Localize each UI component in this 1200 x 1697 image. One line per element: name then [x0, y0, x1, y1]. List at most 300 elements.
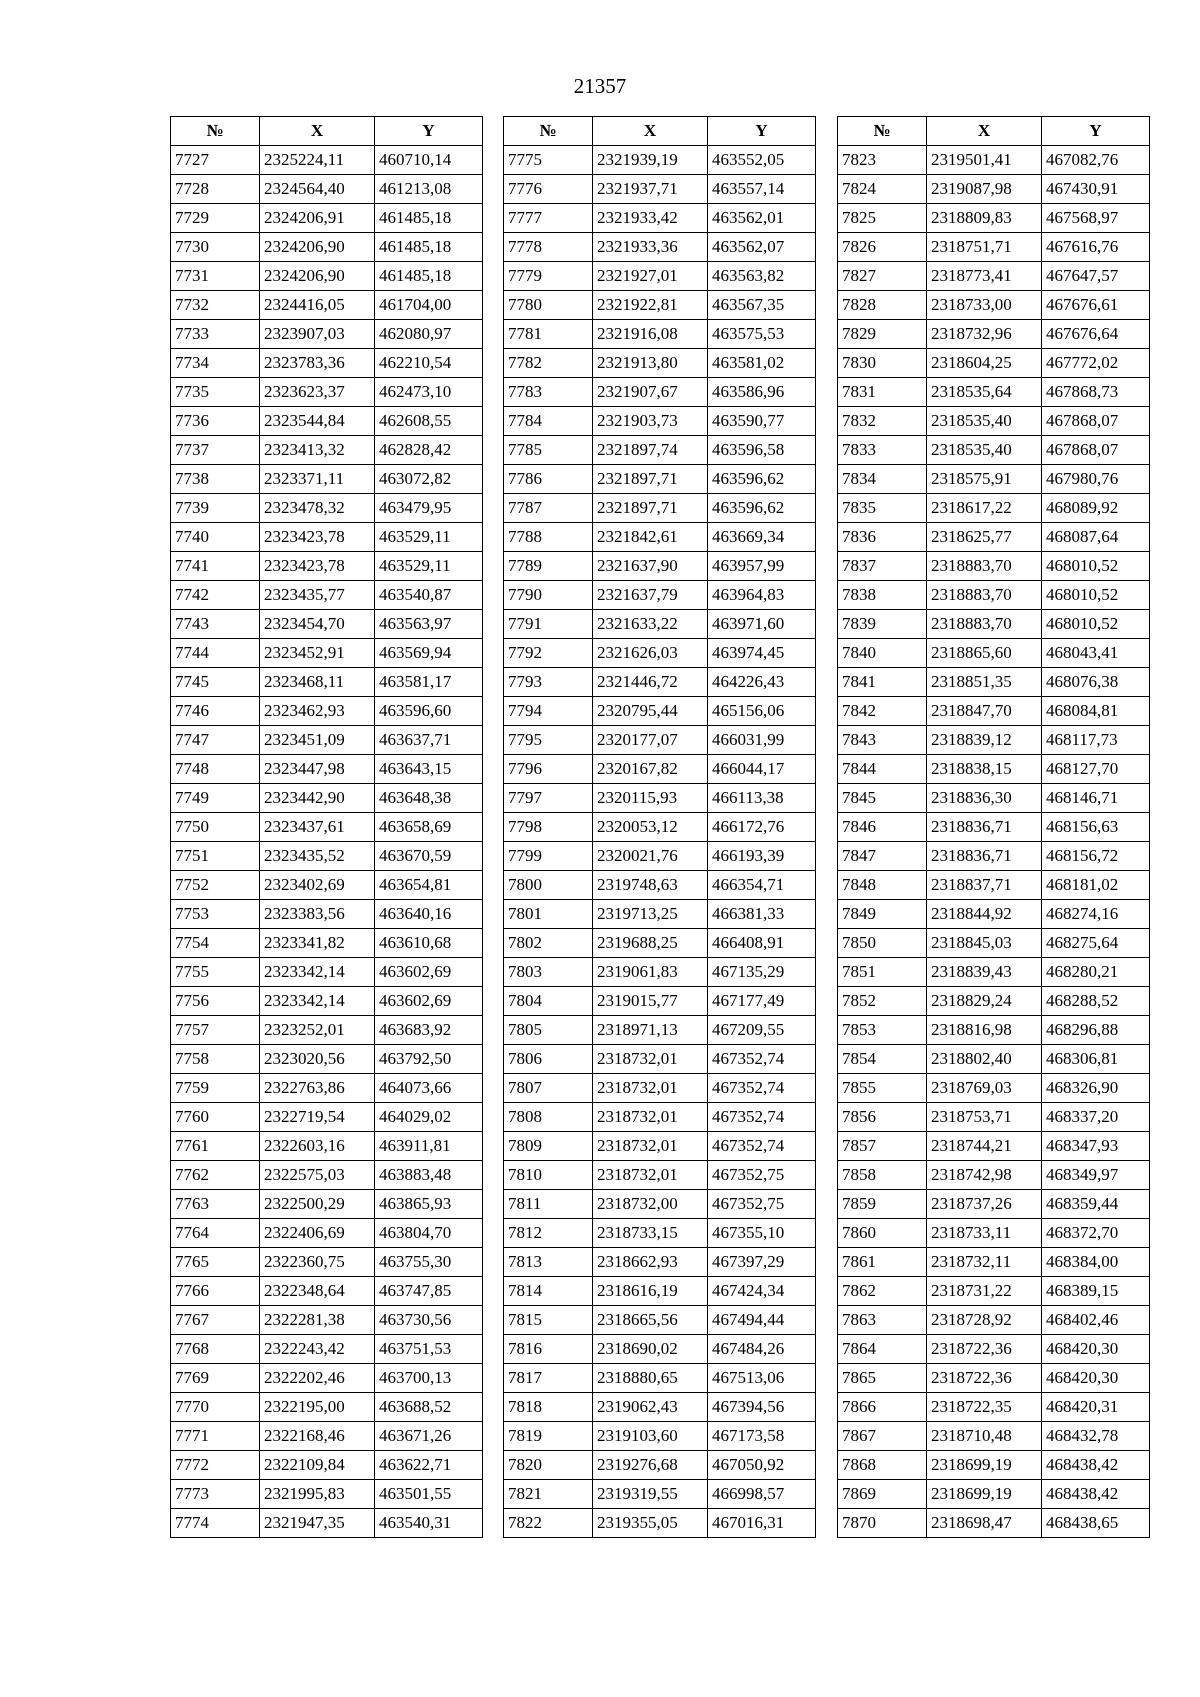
cell-x: 2323020,56: [260, 1045, 375, 1074]
cell-y: 463865,93: [375, 1190, 483, 1219]
cell-y: 463563,97: [375, 610, 483, 639]
cell-x: 2323468,11: [260, 668, 375, 697]
cell-x: 2322500,29: [260, 1190, 375, 1219]
cell-number: 7790: [504, 581, 593, 610]
cell-y: 463688,52: [375, 1393, 483, 1422]
cell-number: 7866: [838, 1393, 927, 1422]
cell-x: 2323383,56: [260, 900, 375, 929]
cell-x: 2320053,12: [593, 813, 708, 842]
cell-x: 2323623,37: [260, 378, 375, 407]
cell-number: 7749: [171, 784, 260, 813]
cell-x: 2322603,16: [260, 1132, 375, 1161]
cell-number: 7759: [171, 1074, 260, 1103]
coordinates-table-3: [837, 116, 1150, 1538]
cell-y: 467397,29: [708, 1248, 816, 1277]
cell-number: 7737: [171, 436, 260, 465]
table-row: [838, 378, 1150, 407]
cell-y: 468280,21: [1042, 958, 1150, 987]
cell-y: 468420,30: [1042, 1335, 1150, 1364]
cell-y: 463974,45: [708, 639, 816, 668]
table-row: [504, 320, 816, 349]
cell-y: 468359,44: [1042, 1190, 1150, 1219]
cell-y: 462473,10: [375, 378, 483, 407]
cell-x: 2318690,02: [593, 1335, 708, 1364]
table-row: [838, 1103, 1150, 1132]
table-row: [838, 407, 1150, 436]
table-row: [171, 1509, 483, 1538]
table-row: [838, 1277, 1150, 1306]
cell-number: 7780: [504, 291, 593, 320]
cell-number: 7800: [504, 871, 593, 900]
header-row: [838, 117, 1150, 146]
cell-y: 463602,69: [375, 987, 483, 1016]
cell-y: 468420,31: [1042, 1393, 1150, 1422]
col-header-number: №: [838, 117, 927, 146]
cell-y: 467394,56: [708, 1393, 816, 1422]
cell-number: 7765: [171, 1248, 260, 1277]
table-row: [171, 842, 483, 871]
cell-number: 7738: [171, 465, 260, 494]
cell-x: 2322406,69: [260, 1219, 375, 1248]
cell-x: 2319688,25: [593, 929, 708, 958]
table-row: [171, 1132, 483, 1161]
cell-y: 468156,63: [1042, 813, 1150, 842]
cell-y: 468389,15: [1042, 1277, 1150, 1306]
cell-x: 2319015,77: [593, 987, 708, 1016]
cell-number: 7752: [171, 871, 260, 900]
cell-y: 464226,43: [708, 668, 816, 697]
cell-number: 7813: [504, 1248, 593, 1277]
cell-y: 468181,02: [1042, 871, 1150, 900]
cell-x: 2318802,40: [927, 1045, 1042, 1074]
cell-y: 462828,42: [375, 436, 483, 465]
cell-number: 7772: [171, 1451, 260, 1480]
cell-number: 7760: [171, 1103, 260, 1132]
table-row: [838, 1364, 1150, 1393]
cell-y: 466172,76: [708, 813, 816, 842]
cell-x: 2323442,90: [260, 784, 375, 813]
cell-x: 2318728,92: [927, 1306, 1042, 1335]
cell-x: 2325224,11: [260, 146, 375, 175]
cell-x: 2318769,03: [927, 1074, 1042, 1103]
cell-y: 463648,38: [375, 784, 483, 813]
cell-x: 2320167,82: [593, 755, 708, 784]
cell-number: 7817: [504, 1364, 593, 1393]
cell-number: 7839: [838, 610, 927, 639]
cell-number: 7745: [171, 668, 260, 697]
cell-number: 7777: [504, 204, 593, 233]
table-row: [504, 1335, 816, 1364]
cell-y: 464029,02: [375, 1103, 483, 1132]
cell-number: 7732: [171, 291, 260, 320]
cell-number: 7792: [504, 639, 593, 668]
table-row: [838, 842, 1150, 871]
cell-x: 2323544,84: [260, 407, 375, 436]
cell-number: 7857: [838, 1132, 927, 1161]
cell-number: 7846: [838, 813, 927, 842]
cell-y: 468349,97: [1042, 1161, 1150, 1190]
cell-number: 7844: [838, 755, 927, 784]
cell-number: 7750: [171, 813, 260, 842]
cell-x: 2319103,60: [593, 1422, 708, 1451]
cell-x: 2318722,36: [927, 1364, 1042, 1393]
cell-x: 2318773,41: [927, 262, 1042, 291]
cell-y: 467352,74: [708, 1103, 816, 1132]
table-row: [171, 668, 483, 697]
cell-y: 467352,74: [708, 1045, 816, 1074]
table-row: [504, 929, 816, 958]
table-row: [504, 436, 816, 465]
cell-y: 468438,42: [1042, 1451, 1150, 1480]
table-row: [171, 523, 483, 552]
col-header-number: №: [171, 117, 260, 146]
cell-y: 463964,83: [708, 581, 816, 610]
cell-number: 7823: [838, 146, 927, 175]
cell-number: 7764: [171, 1219, 260, 1248]
cell-number: 7865: [838, 1364, 927, 1393]
cell-number: 7837: [838, 552, 927, 581]
cell-y: 467484,26: [708, 1335, 816, 1364]
cell-number: 7801: [504, 900, 593, 929]
table-row: [504, 900, 816, 929]
table-row: [838, 1393, 1150, 1422]
cell-y: 468156,72: [1042, 842, 1150, 871]
table-row: [838, 1248, 1150, 1277]
cell-y: 468010,52: [1042, 552, 1150, 581]
col-header-number: №: [504, 117, 593, 146]
table-row: [171, 784, 483, 813]
table-row: [504, 494, 816, 523]
header-row: [504, 117, 816, 146]
table-row: [171, 755, 483, 784]
cell-number: 7810: [504, 1161, 593, 1190]
table-row: [504, 842, 816, 871]
cell-y: 463557,14: [708, 175, 816, 204]
cell-x: 2323783,36: [260, 349, 375, 378]
cell-x: 2321907,67: [593, 378, 708, 407]
table-row: [504, 1248, 816, 1277]
cell-y: 463730,56: [375, 1306, 483, 1335]
table-row: [504, 1132, 816, 1161]
table-row: [504, 146, 816, 175]
cell-y: 463586,96: [708, 378, 816, 407]
cell-y: 467494,44: [708, 1306, 816, 1335]
cell-y: 463596,58: [708, 436, 816, 465]
cell-y: 468438,42: [1042, 1480, 1150, 1509]
cell-y: 468089,92: [1042, 494, 1150, 523]
cell-y: 463596,62: [708, 465, 816, 494]
cell-y: 466381,33: [708, 900, 816, 929]
table-row: [504, 1364, 816, 1393]
table-row: [838, 958, 1150, 987]
cell-x: 2323452,91: [260, 639, 375, 668]
cell-y: 467616,76: [1042, 233, 1150, 262]
cell-x: 2319319,55: [593, 1480, 708, 1509]
cell-x: 2318732,01: [593, 1132, 708, 1161]
cell-y: 467772,02: [1042, 349, 1150, 378]
cell-y: 463540,31: [375, 1509, 483, 1538]
table-row: [504, 813, 816, 842]
cell-y: 461213,08: [375, 175, 483, 204]
cell-number: 7822: [504, 1509, 593, 1538]
table-row: [504, 1480, 816, 1509]
cell-y: 467352,74: [708, 1074, 816, 1103]
cell-y: 466113,38: [708, 784, 816, 813]
cell-y: 461485,18: [375, 262, 483, 291]
table-row: [504, 1161, 816, 1190]
cell-number: 7840: [838, 639, 927, 668]
cell-x: 2318722,35: [927, 1393, 1042, 1422]
cell-number: 7841: [838, 668, 927, 697]
table-row: [171, 407, 483, 436]
cell-y: 463569,94: [375, 639, 483, 668]
cell-y: 463563,82: [708, 262, 816, 291]
table-row: [171, 1480, 483, 1509]
table-row: [838, 552, 1150, 581]
cell-y: 466031,99: [708, 726, 816, 755]
cell-number: 7806: [504, 1045, 593, 1074]
table-row: [838, 349, 1150, 378]
table-row: [504, 610, 816, 639]
cell-x: 2323437,61: [260, 813, 375, 842]
cell-y: 467980,76: [1042, 465, 1150, 494]
cell-number: 7836: [838, 523, 927, 552]
table-row: [504, 349, 816, 378]
page-number: 21357: [573, 74, 627, 98]
table-row: [171, 1306, 483, 1335]
cell-y: 463567,35: [708, 291, 816, 320]
cell-x: 2319713,25: [593, 900, 708, 929]
cell-y: 463804,70: [375, 1219, 483, 1248]
table-row: [171, 465, 483, 494]
cell-x: 2322202,46: [260, 1364, 375, 1393]
cell-number: 7730: [171, 233, 260, 262]
table-row: [504, 291, 816, 320]
cell-x: 2323462,93: [260, 697, 375, 726]
table-row: [171, 146, 483, 175]
cell-number: 7797: [504, 784, 593, 813]
cell-number: 7787: [504, 494, 593, 523]
table-row: [838, 610, 1150, 639]
table-row: [504, 204, 816, 233]
cell-x: 2321913,80: [593, 349, 708, 378]
cell-y: 468296,88: [1042, 1016, 1150, 1045]
table-row: [504, 1074, 816, 1103]
cell-number: 7811: [504, 1190, 593, 1219]
cell-number: 7827: [838, 262, 927, 291]
cell-number: 7824: [838, 175, 927, 204]
cell-x: 2318836,30: [927, 784, 1042, 813]
table-row: [171, 958, 483, 987]
cell-number: 7853: [838, 1016, 927, 1045]
cell-x: 2318880,65: [593, 1364, 708, 1393]
table-row: [838, 755, 1150, 784]
cell-x: 2318837,71: [927, 871, 1042, 900]
cell-number: 7855: [838, 1074, 927, 1103]
table-row: [171, 1219, 483, 1248]
cell-y: 463529,11: [375, 523, 483, 552]
table-row: [838, 813, 1150, 842]
cell-y: 466193,39: [708, 842, 816, 871]
table-row: [504, 697, 816, 726]
cell-x: 2322281,38: [260, 1306, 375, 1335]
cell-x: 2321922,81: [593, 291, 708, 320]
table-row: [171, 1451, 483, 1480]
cell-x: 2318732,01: [593, 1074, 708, 1103]
cell-x: 2319276,68: [593, 1451, 708, 1480]
cell-number: 7868: [838, 1451, 927, 1480]
table-row: [504, 1509, 816, 1538]
table-row: [838, 204, 1150, 233]
cell-y: 468402,46: [1042, 1306, 1150, 1335]
table-row: [838, 1190, 1150, 1219]
cell-number: 7768: [171, 1335, 260, 1364]
cell-number: 7831: [838, 378, 927, 407]
cell-y: 463971,60: [708, 610, 816, 639]
cell-x: 2318865,60: [927, 639, 1042, 668]
cell-number: 7782: [504, 349, 593, 378]
cell-number: 7736: [171, 407, 260, 436]
cell-y: 463883,48: [375, 1161, 483, 1190]
cell-y: 463562,01: [708, 204, 816, 233]
cell-number: 7867: [838, 1422, 927, 1451]
cell-x: 2318816,98: [927, 1016, 1042, 1045]
cell-number: 7832: [838, 407, 927, 436]
cell-y: 463602,69: [375, 958, 483, 987]
cell-y: 468438,65: [1042, 1509, 1150, 1538]
table-row: [838, 726, 1150, 755]
cell-number: 7740: [171, 523, 260, 552]
cell-x: 2318698,47: [927, 1509, 1042, 1538]
coordinates-table-1: [170, 116, 483, 1538]
table-row: [504, 1422, 816, 1451]
cell-y: 463622,71: [375, 1451, 483, 1480]
cell-x: 2318662,93: [593, 1248, 708, 1277]
cell-number: 7795: [504, 726, 593, 755]
table-row: [504, 552, 816, 581]
col-header-y: Y: [1042, 117, 1150, 146]
cell-number: 7746: [171, 697, 260, 726]
cell-y: 463637,71: [375, 726, 483, 755]
cell-y: 467352,75: [708, 1161, 816, 1190]
cell-x: 2318722,36: [927, 1335, 1042, 1364]
cell-x: 2318733,00: [927, 291, 1042, 320]
cell-y: 468117,73: [1042, 726, 1150, 755]
table-row: [838, 581, 1150, 610]
cell-y: 463562,07: [708, 233, 816, 262]
cell-number: 7743: [171, 610, 260, 639]
table-row: [171, 436, 483, 465]
cell-x: 2324206,90: [260, 233, 375, 262]
cell-x: 2321637,79: [593, 581, 708, 610]
cell-y: 461485,18: [375, 233, 483, 262]
table-row: [171, 378, 483, 407]
cell-x: 2323252,01: [260, 1016, 375, 1045]
cell-x: 2321626,03: [593, 639, 708, 668]
cell-y: 463540,87: [375, 581, 483, 610]
table-row: [171, 871, 483, 900]
cell-number: 7748: [171, 755, 260, 784]
cell-y: 463911,81: [375, 1132, 483, 1161]
cell-number: 7767: [171, 1306, 260, 1335]
cell-y: 462608,55: [375, 407, 483, 436]
cell-x: 2321933,36: [593, 233, 708, 262]
cell-x: 2321897,71: [593, 494, 708, 523]
table-row: [171, 320, 483, 349]
table-row: [171, 494, 483, 523]
cell-y: 463072,82: [375, 465, 483, 494]
cell-x: 2318625,77: [927, 523, 1042, 552]
cell-number: 7804: [504, 987, 593, 1016]
cell-number: 7815: [504, 1306, 593, 1335]
cell-number: 7757: [171, 1016, 260, 1045]
table-row: [838, 233, 1150, 262]
cell-number: 7734: [171, 349, 260, 378]
cell-x: 2318847,70: [927, 697, 1042, 726]
cell-x: 2318604,25: [927, 349, 1042, 378]
cell-number: 7754: [171, 929, 260, 958]
cell-y: 468146,71: [1042, 784, 1150, 813]
cell-y: 463529,11: [375, 552, 483, 581]
cell-x: 2323423,78: [260, 523, 375, 552]
cell-number: 7744: [171, 639, 260, 668]
cell-y: 461704,00: [375, 291, 483, 320]
cell-x: 2318838,15: [927, 755, 1042, 784]
table-row: [171, 204, 483, 233]
cell-y: 466354,71: [708, 871, 816, 900]
cell-number: 7747: [171, 726, 260, 755]
table-row: [171, 929, 483, 958]
cell-number: 7773: [171, 1480, 260, 1509]
cell-x: 2323413,32: [260, 436, 375, 465]
cell-number: 7843: [838, 726, 927, 755]
cell-y: 463751,53: [375, 1335, 483, 1364]
table-row: [504, 1306, 816, 1335]
cell-number: 7753: [171, 900, 260, 929]
cell-number: 7830: [838, 349, 927, 378]
cell-y: 463670,59: [375, 842, 483, 871]
cell-x: 2318535,64: [927, 378, 1042, 407]
cell-y: 467868,73: [1042, 378, 1150, 407]
cell-y: 468010,52: [1042, 581, 1150, 610]
cell-number: 7818: [504, 1393, 593, 1422]
cell-y: 467177,49: [708, 987, 816, 1016]
table-row: [838, 668, 1150, 697]
cell-x: 2321903,73: [593, 407, 708, 436]
cell-y: 468432,78: [1042, 1422, 1150, 1451]
cell-number: 7779: [504, 262, 593, 291]
cell-x: 2322719,54: [260, 1103, 375, 1132]
cell-y: 468043,41: [1042, 639, 1150, 668]
cell-x: 2324564,40: [260, 175, 375, 204]
cell-number: 7842: [838, 697, 927, 726]
col-header-y: Y: [708, 117, 816, 146]
table-row: [504, 1103, 816, 1132]
table-row: [504, 871, 816, 900]
cell-x: 2318535,40: [927, 436, 1042, 465]
cell-number: 7802: [504, 929, 593, 958]
cell-y: 467082,76: [1042, 146, 1150, 175]
table-row: [838, 1480, 1150, 1509]
cell-y: 467430,91: [1042, 175, 1150, 204]
cell-number: 7785: [504, 436, 593, 465]
cell-y: 463552,05: [708, 146, 816, 175]
cell-number: 7845: [838, 784, 927, 813]
cell-x: 2323423,78: [260, 552, 375, 581]
table-row: [838, 871, 1150, 900]
cell-y: 467050,92: [708, 1451, 816, 1480]
cell-x: 2323435,77: [260, 581, 375, 610]
